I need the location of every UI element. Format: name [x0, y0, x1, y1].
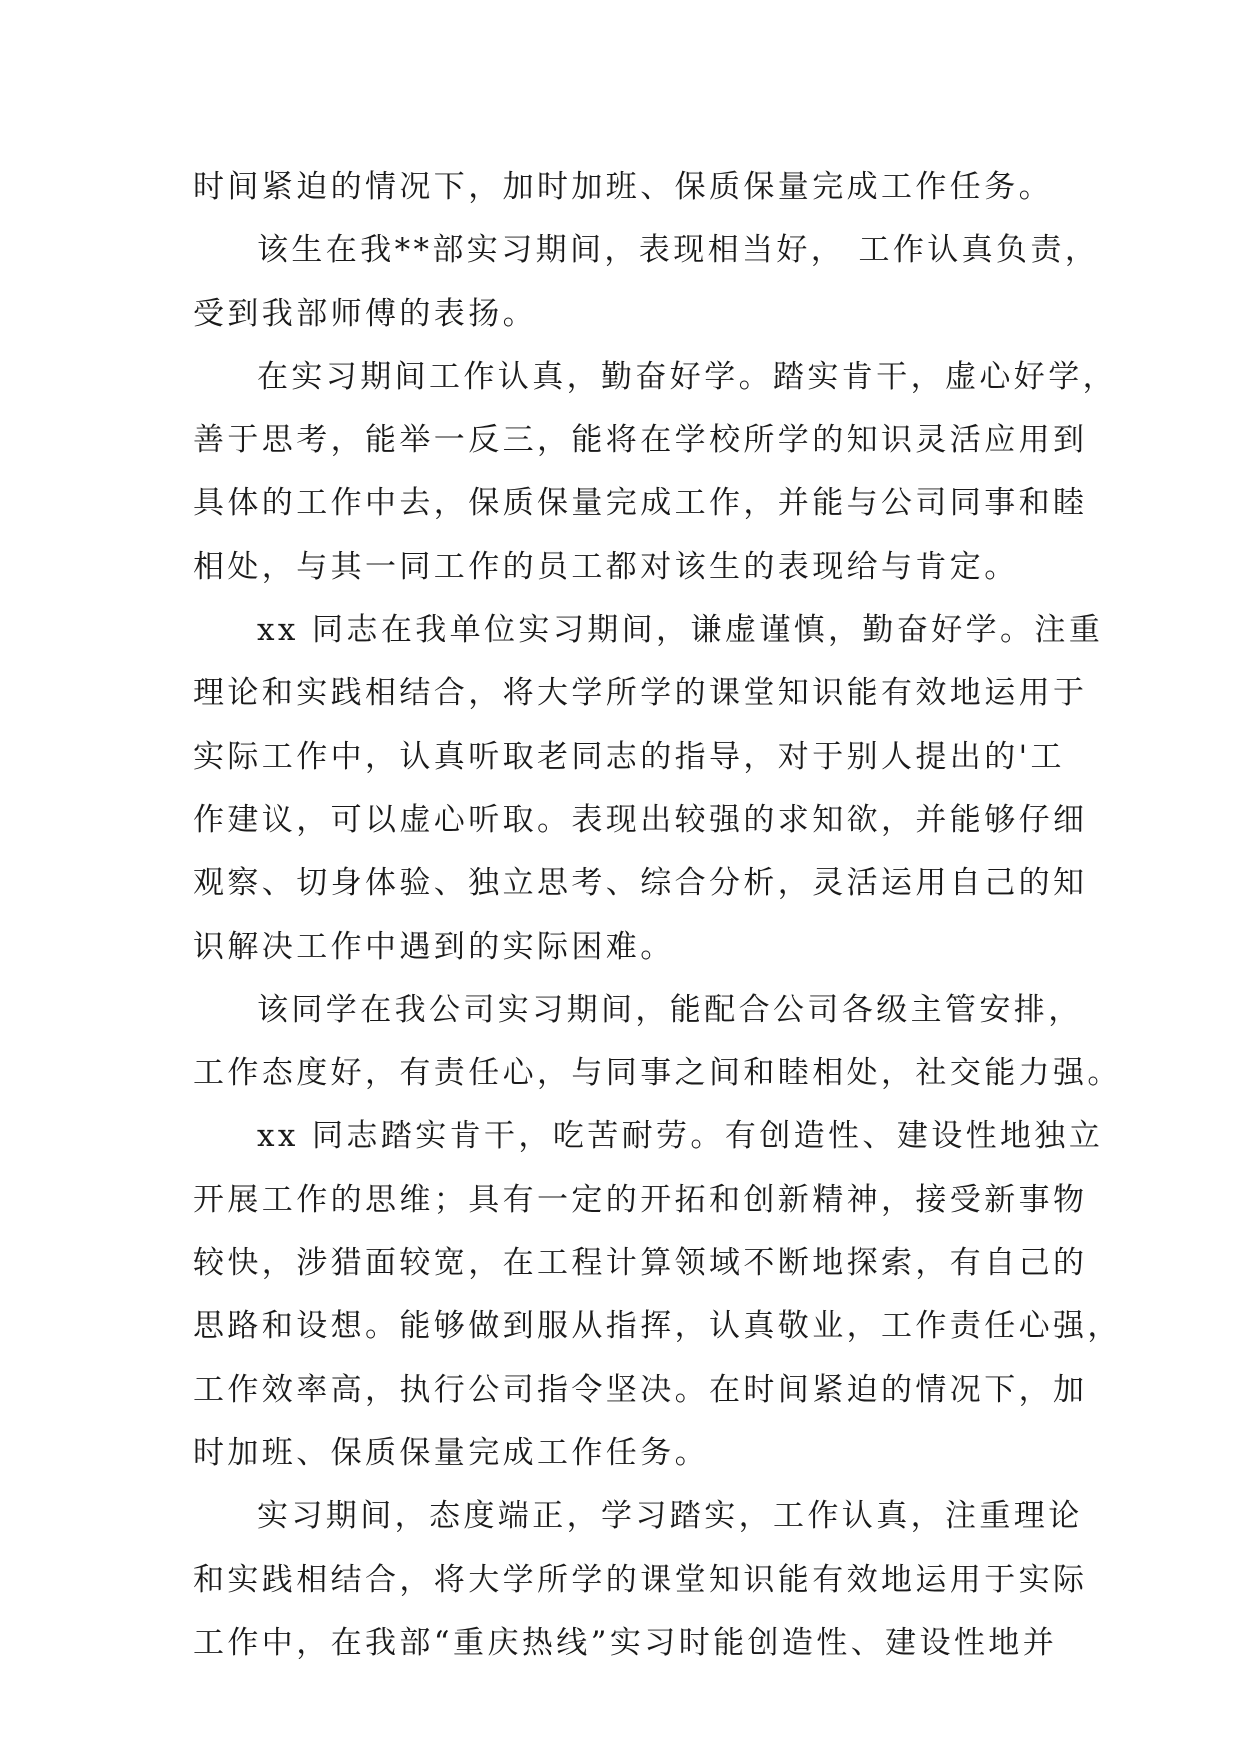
text-line: 思路和设想。能够做到服从指挥，认真敬业，工作责任心强，	[193, 1308, 1122, 1345]
paragraph-start-line: 在实习期间工作认真，勤奋好学。踏实肯干，虚心好学，	[257, 358, 1117, 395]
text-line: 工作中，在我部“重庆热线”实习时能创造性、建设性地并	[193, 1624, 1058, 1661]
text-line: 观察、切身体验、独立思考、综合分析，灵活运用自己的知	[193, 865, 1088, 902]
paragraph-start-line: xx 同志踏实肯干，吃苦耐劳。有创造性、建设性地独立	[257, 1118, 1104, 1155]
text-line: 善于思考，能举一反三，能将在学校所学的知识灵活应用到	[193, 422, 1088, 459]
document-body	[193, 156, 1122, 1675]
text-line: 和实践相结合，将大学所学的课堂知识能有效地运用于实际	[193, 1561, 1088, 1598]
text-line: 实际工作中，认真听取老同志的指导，对于别人提出的'工	[193, 738, 1065, 775]
text-line: 工作态度好，有责任心，与同事之间和睦相处，社交能力强。	[193, 1055, 1122, 1092]
text-line: 较快，涉猎面较宽，在工程计算领域不断地探索，有自己的	[193, 1245, 1088, 1282]
text-line: 具体的工作中去，保质保量完成工作，并能与公司同事和睦	[193, 485, 1088, 522]
text-line: 时加班、保质保量完成工作任务。	[193, 1434, 709, 1471]
text-line: 开展工作的思维；具有一定的开拓和创新精神，接受新事物	[193, 1181, 1088, 1218]
text-line: 工作效率高，执行公司指令坚决。在时间紧迫的情况下，加	[193, 1371, 1088, 1408]
text-line: 识解决工作中遇到的实际困难。	[193, 928, 675, 965]
text-line: 理论和实践相结合，将大学所学的课堂知识能有效地运用于	[193, 675, 1088, 712]
text-line: 时间紧迫的情况下，加时加班、保质保量完成工作任务。	[193, 169, 1053, 205]
paragraph-start-line: 实习期间，态度端正，学习踏实，工作认真，注重理论	[257, 1498, 1083, 1535]
text-line: 相处，与其一同工作的员工都对该生的表现给与肯定。	[193, 548, 1019, 585]
text-line: 受到我部师傅的表扬。	[193, 295, 537, 332]
text-line: 作建议，可以虚心听取。表现出较强的求知欲，并能够仔细	[193, 801, 1088, 838]
paragraph-start-line: xx 同志在我单位实习期间，谦虚谨慎，勤奋好学。注重	[257, 612, 1104, 649]
paragraph-start-line: 该同学在我公司实习期间，能配合公司各级主管安排，	[257, 991, 1083, 1028]
paragraph-start-line: 该生在我**部实习期间，表现相当好， 工作认真负责，	[257, 232, 1100, 269]
